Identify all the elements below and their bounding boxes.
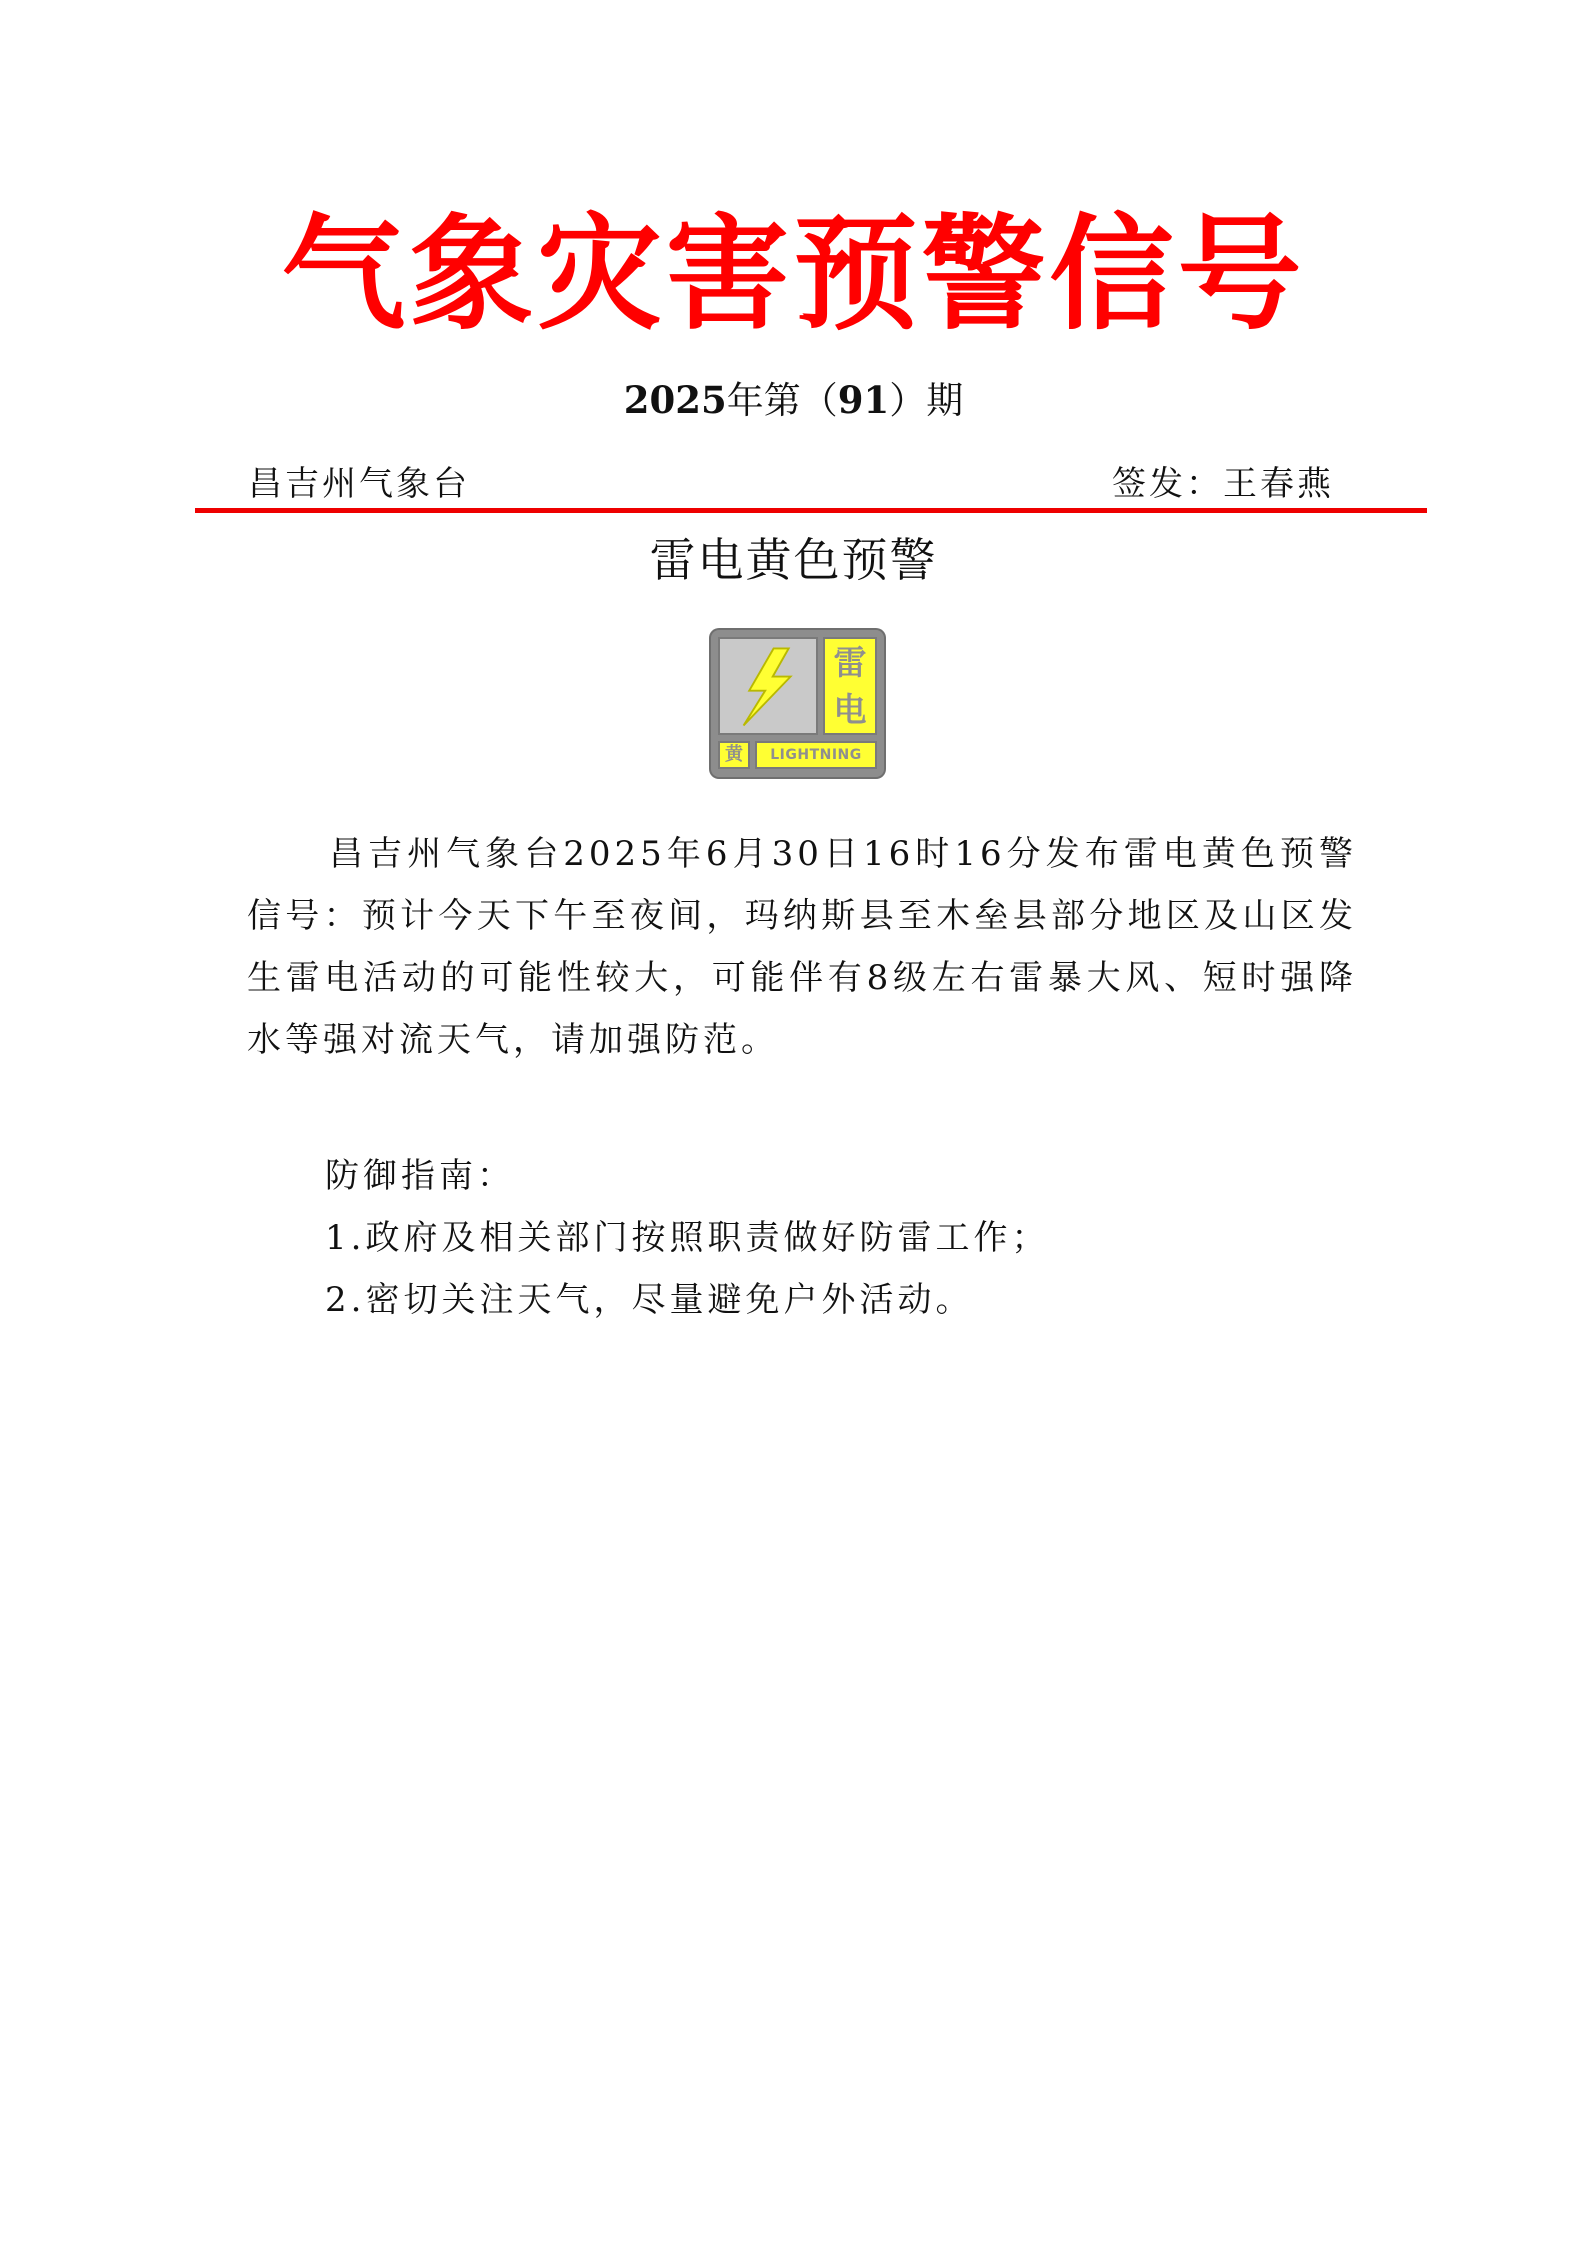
signal-chinese-label bbox=[823, 637, 877, 735]
issue-number-suffix: ）期 bbox=[889, 379, 964, 422]
lightning-yellow-warning-icon bbox=[711, 630, 884, 777]
signal-char-1: 雷 bbox=[833, 642, 867, 682]
guide-item: 1.政府及相关部门按照职责做好防雷工作； bbox=[325, 1218, 1050, 1258]
defense-guide bbox=[325, 1145, 1049, 1331]
header-rule bbox=[195, 508, 1427, 513]
bolt-pane bbox=[718, 637, 818, 735]
issue-year-suffix: 年第（ bbox=[726, 379, 838, 422]
warning-body: 昌吉州气象台2025年6月30日16时16分发布雷电黄色预警信号：预计今天下午至夜间，玛纳斯县至木垒县部分地区及山区发生雷电活动的可能性较大，可能伴有8级左右雷暴大风、短时强降水等强对流天气，请加强防范。 bbox=[247, 834, 1357, 1060]
guide-item: 2.密切关注天气，尽量避免户外活动。 bbox=[325, 1280, 974, 1320]
lightning-bolt-icon bbox=[720, 639, 816, 733]
signal-english-label: LIGHTNING bbox=[755, 741, 877, 769]
signal-char-2: 电 bbox=[833, 689, 867, 729]
issuer: 昌吉州气象台 bbox=[248, 464, 470, 504]
masthead-title: 气象灾害预警信号 bbox=[281, 203, 1306, 347]
signer: 签发：王春燕 bbox=[1112, 464, 1334, 504]
issue-year: 2025 bbox=[623, 378, 727, 422]
issue-number bbox=[0, 374, 1587, 427]
guide-heading: 防御指南： bbox=[325, 1156, 515, 1196]
warning-title: 雷电黄色预警 bbox=[649, 533, 938, 587]
signal-level-glyph: 黄 bbox=[718, 741, 750, 769]
issue-number-value: 91 bbox=[837, 378, 890, 422]
